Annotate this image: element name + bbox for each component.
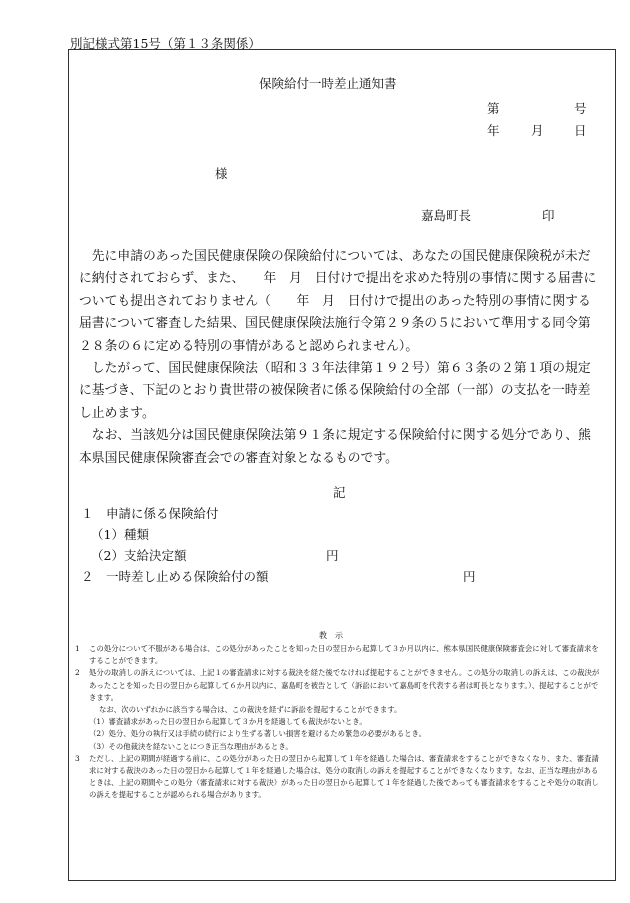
item-1-2-label: （2）支給決定額 xyxy=(91,548,187,563)
kyoji-item-2 xyxy=(75,667,603,704)
kyoji-text-3: ただし、上記の期間が経過する前に、この処分があった日の翌日から起算して１年を経過した場合は、審査請求をすることができなくなり、また、審査請求に対する裁決のあった日の翌日から起算して１年を経過した場合は、処分の取消しの訴えを提起することができなくなります。なお、正当な理由があるときは、上記の期間やこの処分（審査請求に対する裁決）があった日の翌日から起算して１年を経過した後であっても審査請求をすることや処分の取消しの訴えを提起することが認められる場合があります。 xyxy=(89,753,599,800)
kyoji-text-2: 処分の取消しの訴えについては、上記１の審査請求に対する裁決を経た後でなければ提起することができません。この処分の取消しの訴えは、この裁決があったことを知った日の翌日から起算して６か月以内に、嘉島町を被告として（訴訟において嘉島町を代表する者は町長となります。）、提起することができます。 xyxy=(89,668,600,702)
kyoji-item-3 xyxy=(75,753,603,802)
document-title: 保険給付一時差止通知書 xyxy=(259,76,397,91)
kyoji-num-3: 3 xyxy=(75,753,80,763)
date-year: 年 xyxy=(487,123,500,138)
addressee-suffix: 様 xyxy=(215,166,228,181)
item-2-label: ２ 一時差し止める保険給付の額 xyxy=(81,569,269,584)
number-dai: 第 xyxy=(487,101,500,116)
kyoji-title: 教 示 xyxy=(319,631,343,640)
kyoji-num-2: 2 xyxy=(75,668,80,678)
issuer-seal: 印 xyxy=(542,208,555,223)
number-go: 号 xyxy=(574,101,587,116)
ki-heading: 記 xyxy=(333,485,346,500)
item-1-label: １ 申請に係る保険給付 xyxy=(81,506,219,521)
kyoji-item-1 xyxy=(75,643,603,667)
body-paragraph-1: 先に申請のあった国民健康保険の保険給付については、あなたの国民健康保険税が未だに納付されておらず、また、 年 月 日付けで提出を求めた特別の事情に関する届書についても提出されておりません（ 年 月 日付けで提出のあった特別の事情に関する届書について審査した結果、国民健康保険法施行令第２９条の５において準用する同令第２８条の６に定める特別の事情があると認められません）。 xyxy=(79,249,597,354)
issuer-name: 嘉島町長 xyxy=(421,208,472,223)
item-1-1-label: （1）種類 xyxy=(91,527,149,542)
document-frame xyxy=(68,49,616,881)
item-1-2-unit: 円 xyxy=(326,548,339,563)
date-month: 月 xyxy=(531,123,544,138)
body-paragraph-3: なお、当該処分は国民健康保険法第９１条に規定する保険給付に関する処分であり、熊本県国民健康保険審査会での審査対象となるものです。 xyxy=(79,428,591,466)
date-day: 日 xyxy=(574,123,587,138)
kyoji-sub-1: （1）審査請求があった日の翌日から起算して３か月を経過しても裁決がないとき。 xyxy=(89,717,367,727)
item-2-unit: 円 xyxy=(463,569,476,584)
notice-body xyxy=(79,246,603,470)
kyoji-section xyxy=(75,643,603,802)
kyoji-text-1: この処分について不服がある場合は、この処分があったことを知った日の翌日から起算して３か月以内に、熊本県国民健康保険審査会に対して審査請求をすることができます。 xyxy=(89,644,599,666)
kyoji-sub-2: （2）処分、処分の執行又は手続の続行により生ずる著しい損害を避けるため緊急の必要があるとき。 xyxy=(89,729,426,739)
form-header: 別記様式第15号（第１３条関係） xyxy=(70,36,261,51)
kyoji-num-1: 1 xyxy=(75,644,80,653)
kyoji-sub-3: （3）その他裁決を経ないことにつき正当な理由があるとき。 xyxy=(89,741,293,751)
body-paragraph-2: したがって、国民健康保険法（昭和３３年法律第１９２号）第６３条の２第１項の規定に基づき、下記のとおり貴世帯の被保険者に係る保険給付の全部（一部）の支払を一時差し止めます。 xyxy=(79,361,591,421)
kyoji-note: なお、次のいずれかに該当する場合は、この裁決を経ずに訴訟を提起することができます。 xyxy=(99,705,402,715)
